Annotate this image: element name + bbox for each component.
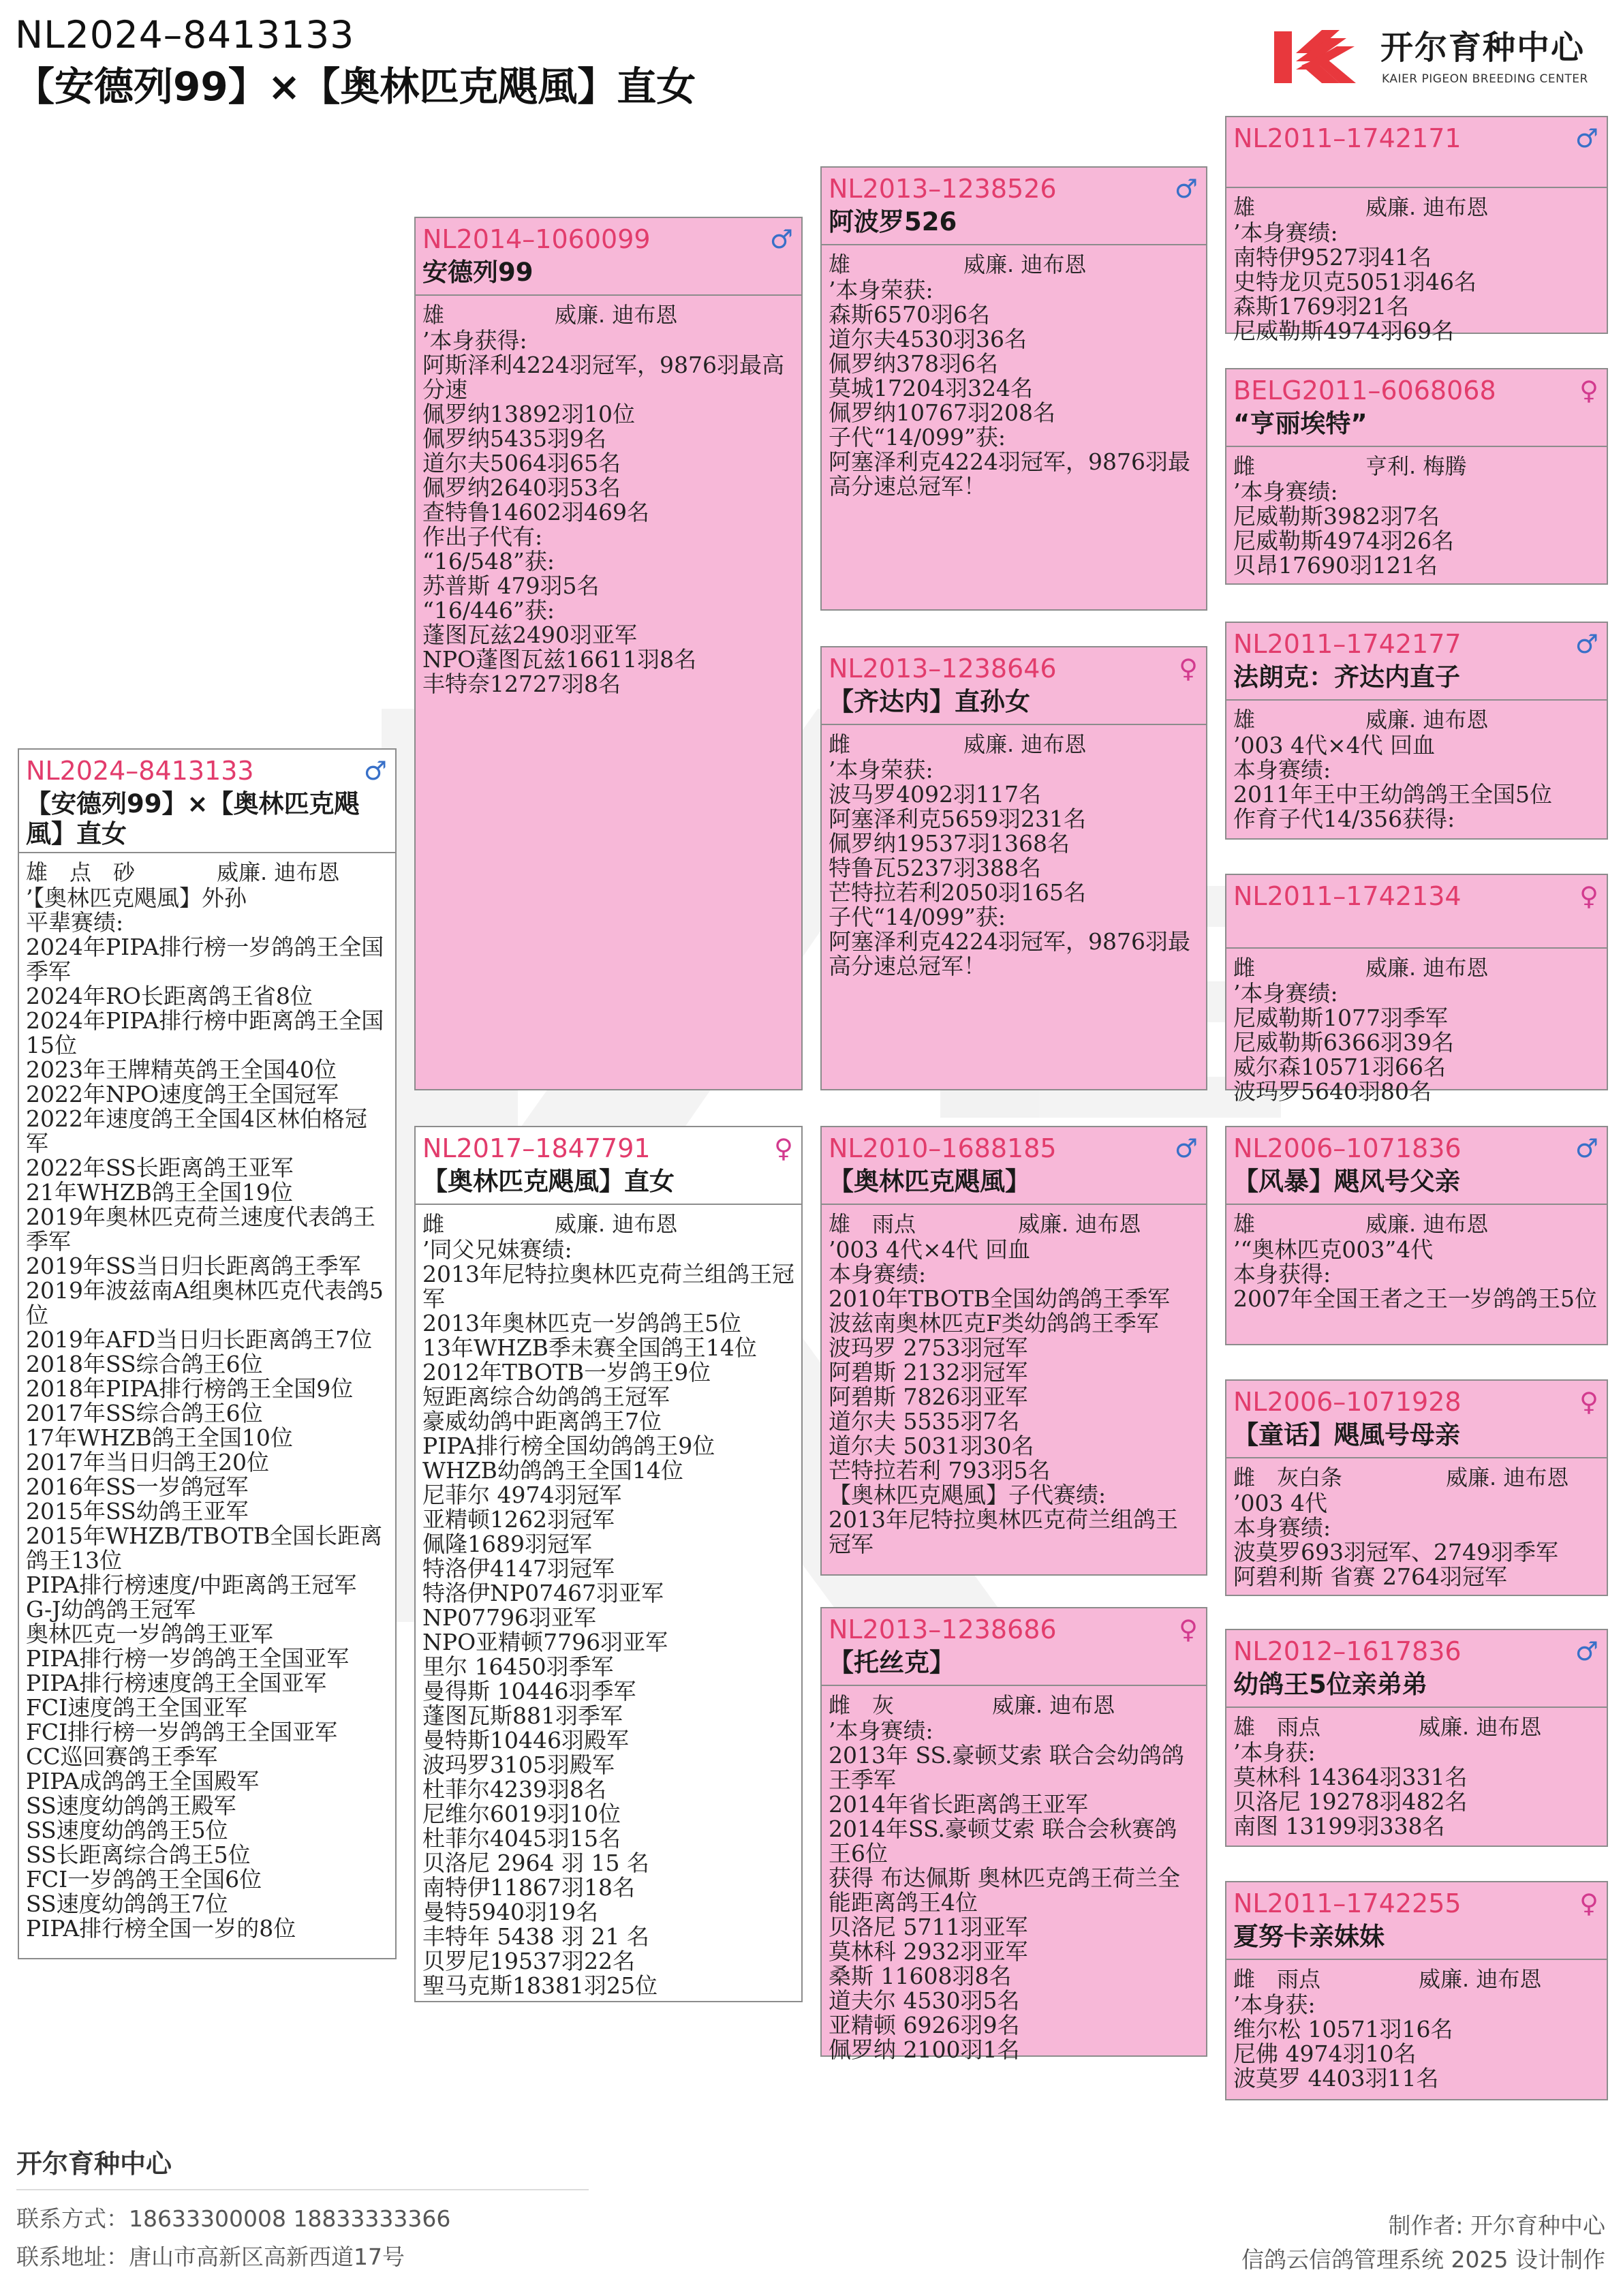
note-line: 桑斯 11608羽8名 — [829, 1963, 1012, 1989]
note-line: NPO蓬图瓦兹16611羽8名 — [422, 646, 697, 673]
note-line: 聖马克斯18381羽25位 — [422, 1972, 658, 1999]
divider — [822, 1204, 1206, 1205]
ring-number: NL2013–1238526 — [829, 174, 1057, 204]
footer-address: 联系地址：唐山市高新区高新西道17号 — [16, 2244, 405, 2270]
race-notes — [422, 1238, 794, 2001]
breeder: 威廉. 迪布恩 — [217, 859, 340, 885]
race-notes — [1233, 733, 1600, 838]
pigeon-info — [1233, 453, 1600, 480]
note-line: 道夫尔 4530羽5名 — [829, 1987, 1020, 2014]
note-line: 苏普斯 479羽5名 — [422, 572, 600, 599]
race-notes — [1233, 980, 1600, 1105]
note-line: 2019年AFD当日归长距离鸽王7位 — [26, 1326, 373, 1353]
pigeon-name: 【童话】飓風号母亲 — [1233, 1420, 1460, 1450]
note-line: 2011年王中王幼鸽鸽王全国5位 — [1233, 781, 1552, 808]
pedigree-card-ss-dam[interactable] — [1225, 368, 1608, 585]
note-line: ’003 4代 — [1233, 1490, 1327, 1516]
breeder: 威廉. 迪布恩 — [1018, 1211, 1141, 1237]
note-line: 贝洛尼 5711羽亚军 — [829, 1914, 1028, 1940]
divider — [822, 724, 1206, 725]
male-icon: ♂ — [1575, 1636, 1598, 1666]
note-line: ’本身荣获: — [829, 277, 933, 303]
sex-color: 雄 — [1233, 707, 1256, 733]
race-notes — [829, 278, 1199, 609]
male-icon: ♂ — [1575, 123, 1598, 153]
sex-color: 雌 灰白条 — [1233, 1465, 1343, 1490]
note-line: 2010年TBOTB全国幼鸽鸽王季军 — [829, 1285, 1171, 1312]
pigeon-info — [1233, 1713, 1600, 1741]
race-notes — [1233, 1993, 1600, 2099]
pigeon-name: 安德列99 — [422, 258, 534, 287]
note-line: NPO亚精顿7796羽亚军 — [422, 1629, 668, 1655]
pedigree-card-subject[interactable] — [18, 748, 397, 1959]
note-line: 阿碧利斯 省赛 2764羽冠军 — [1233, 1563, 1507, 1590]
note-line: 作出子代有: — [422, 523, 543, 550]
note-line: ’【奥林匹克飓風】外孙 — [26, 885, 247, 911]
note-line: 2015年SS幼鸽王亚军 — [26, 1498, 249, 1525]
note-line: ’“奥林匹克003”4代 — [1233, 1236, 1434, 1263]
pigeon-name: 【风暴】飓风号父亲 — [1233, 1167, 1460, 1196]
divider — [1226, 699, 1607, 701]
sex-color: 雌 雨点 — [1233, 1966, 1321, 1992]
note-line: 杜菲尔4239羽8名 — [422, 1776, 606, 1803]
note-line: SS速度幼鸽鸽王5位 — [26, 1817, 228, 1843]
note-line: PIPA成鸽鸽王全国殿军 — [26, 1768, 260, 1794]
brand-k-icon — [1274, 26, 1370, 87]
note-line: ’本身获: — [1233, 1739, 1316, 1766]
note-line: 2013年尼特拉奥林匹克荷兰组鸽王冠军 — [829, 1506, 1178, 1557]
pigeon-name: 【安德列99】×【奥林匹克飓風】直女 — [26, 789, 360, 848]
female-icon: ♀ — [1179, 654, 1198, 684]
pedigree-card-sd-sire[interactable] — [1225, 622, 1608, 840]
note-line: 本身获得: — [1233, 1261, 1331, 1287]
brand-name: 开尔育种中心 — [1380, 29, 1586, 67]
note-line: 阿斯泽利4224羽冠军，9876羽最高分速 — [422, 352, 784, 403]
pigeon-name: 幼鸽王5位亲弟弟 — [1233, 1670, 1427, 1699]
race-notes — [1233, 1741, 1600, 1846]
note-line: 尼佛 4974羽10名 — [1233, 2040, 1417, 2067]
ring-number: NL2011–1742177 — [1233, 629, 1462, 659]
note-line: 尼维尔6019羽10位 — [422, 1801, 621, 1827]
pigeon-info — [829, 1692, 1199, 1719]
note-line: 21年WHZB鸽王全国19位 — [26, 1179, 293, 1206]
note-line: 道尔夫5064羽65名 — [422, 450, 621, 476]
note-line: 尼威勒斯4974羽69名 — [1233, 318, 1454, 344]
ring-number: NL2012–1617836 — [1233, 1636, 1462, 1666]
footer-brand: 开尔育种中心 — [16, 2149, 172, 2179]
note-line: 佩罗纳19537羽1368名 — [829, 830, 1070, 857]
note-line: 17年WHZB鸽王全国10位 — [26, 1424, 293, 1451]
note-line: 作育子代14/356获得: — [1233, 806, 1455, 832]
note-line: ’本身赛绩: — [1233, 980, 1338, 1007]
note-line: 2019年SS当日归长距离鸽王季军 — [26, 1253, 361, 1279]
note-line: 波兹南奥林匹克F类幼鸽鸽王季军 — [829, 1310, 1159, 1336]
divider — [416, 294, 801, 296]
note-line: 2022年SS长距离鸽王亚军 — [26, 1154, 294, 1181]
note-line: 子代“14/099”获: — [829, 904, 1006, 930]
brand-name-en: KAIER PIGEON BREEDING CENTER — [1382, 72, 1588, 86]
note-line: 波玛罗 2753羽冠军 — [829, 1334, 1028, 1361]
race-notes — [1233, 1491, 1600, 1595]
male-icon: ♂ — [1575, 1133, 1598, 1163]
note-line: 森斯6570羽6名 — [829, 301, 990, 328]
note-line: 杜菲尔4045羽15名 — [422, 1825, 621, 1852]
note-line: 蓬图瓦兹2490羽亚军 — [422, 622, 637, 648]
sex-color: 雌 — [1233, 955, 1256, 981]
breeder: 威廉. 迪布恩 — [963, 251, 1087, 277]
sex-color: 雌 灰 — [829, 1692, 895, 1718]
note-line: PIPA排行榜速度鸽王全国亚军 — [26, 1670, 327, 1696]
pigeon-name: 【托丝克】 — [829, 1648, 955, 1677]
pigeon-name: 夏努卡亲妹妹 — [1233, 1922, 1385, 1951]
note-line: 尼威勒斯3982羽7名 — [1233, 503, 1440, 530]
divider — [19, 852, 395, 853]
pedigree-card-sire[interactable] — [414, 217, 803, 1090]
note-line: 2024年PIPA排行榜一岁鸽鸽王全国季军 — [26, 934, 384, 985]
sex-color: 雌 — [829, 731, 851, 757]
note-line: SS长距离综合鸽王5位 — [26, 1841, 251, 1868]
breeder: 威廉. 迪布恩 — [555, 1211, 678, 1237]
divider — [1226, 446, 1607, 447]
note-line: 子代“14/099”获: — [829, 424, 1006, 450]
note-line: 道尔夫 5031羽30名 — [829, 1433, 1034, 1459]
note-line: ’本身荣获: — [829, 756, 933, 783]
race-notes — [422, 328, 794, 1089]
race-notes — [1233, 1238, 1600, 1344]
divider — [1226, 947, 1607, 949]
note-line: 史特龙贝克5051羽46名 — [1233, 269, 1477, 295]
note-line: 【奥林匹克飓風】子代赛绩: — [829, 1482, 1107, 1508]
pedigree-card-sire-sire[interactable] — [820, 166, 1207, 611]
sex-color: 雄 点 砂 — [26, 859, 136, 885]
divider — [822, 1685, 1206, 1686]
divider — [1226, 1959, 1607, 1960]
note-line: 波玛罗3105羽殿军 — [422, 1751, 615, 1778]
divider — [1226, 1204, 1607, 1205]
note-line: 2012年TBOTB一岁鸽王9位 — [422, 1359, 711, 1386]
race-notes — [829, 1238, 1199, 1574]
note-line: 芒特拉若利 793羽5名 — [829, 1457, 1051, 1484]
note-line: 2024年RO长距离鸽王省8位 — [26, 983, 313, 1009]
note-line: PIPA排行榜一岁鸽鸽王全国亚军 — [26, 1645, 350, 1672]
pigeon-info — [422, 1210, 794, 1238]
note-line: 尼威勒斯4974羽26名 — [1233, 527, 1454, 554]
breeder: 威廉. 迪布恩 — [1365, 707, 1489, 733]
note-line: ’同父兄妹赛绩: — [422, 1236, 572, 1263]
note-line: “16/548”获: — [422, 548, 555, 575]
female-icon: ♀ — [1579, 1888, 1598, 1918]
footer-contact: 联系方式：18633300008 18833333366 — [16, 2205, 451, 2232]
note-line: 2023年王牌精英鸽王全国40位 — [26, 1056, 337, 1083]
note-line: ’本身获得: — [422, 327, 527, 354]
pigeon-info — [829, 1210, 1199, 1238]
pedigree-card-dd-sire[interactable] — [1225, 1629, 1608, 1847]
race-notes — [1233, 219, 1600, 344]
note-line: 南特伊9527羽41名 — [1233, 244, 1432, 271]
note-line: 丰特年 5438 羽 21 名 — [422, 1923, 649, 1950]
note-line: 莫林科 2932羽亚军 — [829, 1938, 1028, 1965]
note-line: 特洛伊4147羽冠军 — [422, 1555, 615, 1582]
ring-number: NL2013–1238646 — [829, 654, 1057, 684]
pedigree-card-dam-dam[interactable] — [820, 1607, 1207, 2063]
note-line: 芒特拉若利2050羽165名 — [829, 879, 1086, 906]
note-line: ’003 4代×4代 回血 — [829, 1236, 1031, 1263]
breeder: 威廉. 迪布恩 — [1419, 1714, 1542, 1740]
note-line: ’本身赛绩: — [829, 1717, 933, 1744]
note-line: 曼特5940羽19名 — [422, 1899, 598, 1925]
note-line: 波马罗4092羽117名 — [829, 781, 1041, 808]
note-line: 2018年PIPA排行榜鸽王全国9位 — [26, 1375, 354, 1402]
ring-number: NL2011–1742255 — [1233, 1888, 1462, 1918]
sex-color: 雄 — [1233, 194, 1256, 220]
sex-color: 雌 — [1233, 453, 1256, 479]
breeder: 威廉. 迪布恩 — [1365, 194, 1489, 220]
male-icon: ♂ — [1174, 174, 1198, 204]
ring-number: NL2011–1742171 — [1233, 123, 1462, 153]
note-line: 阿塞泽利克4224羽冠军，9876羽最高分速总冠军！ — [829, 448, 1190, 500]
pigeon-info — [422, 301, 794, 328]
ring-number: NL2011–1742134 — [1233, 881, 1462, 911]
race-notes — [26, 886, 388, 1958]
page-ring-number: NL2024–8413133 — [15, 13, 355, 57]
female-icon: ♀ — [1579, 1387, 1598, 1417]
race-notes — [829, 1717, 1199, 2063]
note-line: 佩罗纳 2100羽1名 — [829, 2036, 1020, 2063]
note-line: 阿塞泽利克4224羽冠军，9876羽最高分速总冠军！ — [829, 928, 1190, 979]
note-line: 贝昂17690羽121名 — [1233, 552, 1438, 579]
breeder: 威廉. 迪布恩 — [963, 731, 1087, 757]
note-line: 2022年NPO速度鸽王全国冠军 — [26, 1081, 339, 1107]
female-icon: ♀ — [774, 1133, 793, 1163]
pigeon-name: 【奥林匹克飓風】 — [829, 1167, 1030, 1196]
note-line: 贝罗尼19537羽22名 — [422, 1948, 635, 1974]
pigeon-name: “亨丽埃特” — [1233, 409, 1367, 438]
note-line: 2013年尼特拉奥林匹克荷兰组鸽王冠军 — [422, 1261, 794, 1312]
pigeon-name: 【奥林匹克飓風】直女 — [422, 1167, 675, 1196]
note-line: 南特伊11867羽18名 — [422, 1874, 635, 1901]
note-line: 短距离综合幼鸽鸽王冠军 — [422, 1383, 670, 1410]
pedigree-card-sd-dam[interactable] — [1225, 874, 1608, 1105]
male-icon: ♂ — [769, 224, 793, 254]
note-line: 波玛罗5640羽80名 — [1233, 1078, 1432, 1105]
note-line: 莫林科 14364羽331名 — [1233, 1764, 1468, 1790]
note-line: 佩罗纳378羽6名 — [829, 350, 998, 377]
note-line: 亚精顿1262羽冠军 — [422, 1506, 615, 1533]
note-line: 获得 布达佩斯 奥林匹克鸽王荷兰全能距离鸽王4位 — [829, 1865, 1180, 1916]
note-line: 平辈赛绩: — [26, 909, 124, 936]
note-line: 佩隆1689羽冠军 — [422, 1531, 592, 1557]
breeder: 威廉. 迪布恩 — [1365, 955, 1489, 981]
note-line: 尼威勒斯1077羽季军 — [1233, 1005, 1448, 1031]
female-icon: ♀ — [1179, 1614, 1198, 1644]
note-line: 特洛伊NP07467羽亚军 — [422, 1580, 664, 1606]
footer-divider — [16, 2189, 589, 2190]
male-icon: ♂ — [363, 756, 387, 786]
note-line: PIPA排行榜速度/中距离鸽王冠军 — [26, 1572, 357, 1598]
ring-number: NL2017–1847791 — [422, 1133, 651, 1163]
note-line: 佩罗纳2640羽53名 — [422, 474, 621, 501]
divider — [1226, 187, 1607, 188]
note-line: G-J幼鸽鸽王冠军 — [26, 1596, 196, 1623]
note-line: 尼威勒斯6366羽39名 — [1233, 1029, 1454, 1056]
sex-color: 雄 — [422, 302, 445, 328]
breeder: 威廉. 迪布恩 — [1446, 1465, 1569, 1490]
female-icon: ♀ — [1579, 881, 1598, 911]
note-line: 2017年SS综合鸽王6位 — [26, 1400, 263, 1426]
brand-logo — [1267, 23, 1608, 91]
divider — [416, 1204, 801, 1205]
ring-number: BELG2011–6068068 — [1233, 376, 1496, 405]
pigeon-info — [829, 731, 1199, 758]
male-icon: ♂ — [1575, 629, 1598, 659]
note-line: 2022年速度鸽王全国4区林伯格冠军 — [26, 1105, 367, 1157]
note-line: 2017年当日归鸽王20位 — [26, 1449, 269, 1475]
note-line: 2019年波兹南A组奥林匹克代表鸽5位 — [26, 1277, 384, 1328]
race-notes — [829, 758, 1199, 1089]
note-line: 2019年奥林匹克荷兰速度代表鸽王季军 — [26, 1204, 375, 1255]
breeder: 威廉. 迪布恩 — [555, 302, 678, 328]
note-line: 查特鲁14602羽469名 — [422, 499, 649, 525]
pigeon-info — [1233, 1210, 1600, 1238]
pigeon-name: 阿波罗526 — [829, 207, 957, 236]
pigeon-info — [1233, 1965, 1600, 1993]
note-line: 佩罗纳13892羽10位 — [422, 401, 635, 427]
note-line: 2018年SS综合鸽王6位 — [26, 1351, 263, 1377]
note-line: SS速度幼鸽鸽王7位 — [26, 1891, 228, 1917]
ring-number: NL2024–8413133 — [26, 756, 254, 786]
pigeon-info — [26, 859, 388, 886]
page-title: 【安德列99】×【奥林匹克飓風】直女 — [15, 63, 696, 110]
ring-number: NL2006–1071836 — [1233, 1133, 1462, 1163]
note-line: 南图 13199羽338名 — [1233, 1813, 1445, 1839]
note-line: 里尔 16450羽季军 — [422, 1653, 614, 1680]
note-line: FCI排行榜一岁鸽鸽王全国亚军 — [26, 1719, 338, 1745]
note-line: 奥林匹克一岁鸽鸽王亚军 — [26, 1621, 273, 1647]
note-line: 2014年SS.豪顿艾索 联合会秋赛鸽王6位 — [829, 1816, 1177, 1867]
pigeon-info — [1233, 706, 1600, 733]
female-icon: ♀ — [1579, 376, 1598, 405]
pigeon-info — [1233, 954, 1600, 981]
note-line: 本身赛绩: — [829, 1261, 927, 1287]
sex-color: 雌 — [422, 1211, 445, 1237]
pedigree-card-dam-sire[interactable] — [820, 1126, 1207, 1576]
note-line: 2007年全国王者之王一岁鸽鸽王5位 — [1233, 1285, 1597, 1312]
note-line: FCI速度鸽王全国亚军 — [26, 1694, 248, 1721]
note-line: PIPA排行榜全国幼鸽鸽王9位 — [422, 1433, 715, 1459]
breeder: 威廉. 迪布恩 — [1365, 1211, 1489, 1237]
note-line: 豪威幼鸽中距离鸽王7位 — [422, 1408, 662, 1435]
pedigree-card-ds-sire[interactable] — [1225, 1126, 1608, 1345]
note-line: 2016年SS一岁鸽冠军 — [26, 1473, 249, 1500]
note-line: 2024年PIPA排行榜中距离鸽王全国15位 — [26, 1007, 384, 1058]
pedigree-card-sire-dam[interactable] — [820, 646, 1207, 1090]
note-line: 曼特斯10446羽殿军 — [422, 1727, 629, 1754]
note-line: ’003 4代×4代 回血 — [1233, 732, 1436, 759]
note-line: 13年WHZB季未赛全国鸽王14位 — [422, 1334, 757, 1361]
note-line: 道尔夫4530羽36名 — [829, 326, 1027, 352]
note-line: 2013年 SS.豪顿艾索 联合会幼鸽鸽王季军 — [829, 1742, 1184, 1793]
pedigree-card-dd-dam[interactable] — [1225, 1881, 1608, 2100]
note-line: 佩罗纳10767羽208名 — [829, 399, 1055, 426]
race-notes — [1233, 480, 1600, 583]
note-line: 本身赛绩: — [1233, 756, 1331, 783]
note-line: 特鲁瓦5237羽388名 — [829, 855, 1041, 881]
pigeon-info — [1233, 1464, 1600, 1491]
note-line: 尼菲尔 4974羽冠军 — [422, 1482, 622, 1508]
note-line: 本身赛绩: — [1233, 1514, 1331, 1541]
ring-number: NL2014–1060099 — [422, 224, 651, 254]
ring-number: NL2013–1238686 — [829, 1614, 1057, 1644]
note-line: 2013年奥林匹克一岁鸽鸽王5位 — [422, 1310, 741, 1336]
sex-color: 雄 雨点 — [1233, 1714, 1321, 1740]
sex-color: 雄 雨点 — [829, 1211, 916, 1237]
note-line: 阿塞泽利克5659羽231名 — [829, 806, 1086, 832]
ring-number: NL2006–1071928 — [1233, 1387, 1462, 1417]
sex-color: 雄 — [829, 251, 851, 277]
breeder: 亨利. 梅腾 — [1365, 453, 1467, 479]
note-line: 莫城17204羽324名 — [829, 375, 1033, 401]
note-line: 维尔松 10571羽16名 — [1233, 2016, 1453, 2042]
note-line: 森斯1769羽21名 — [1233, 293, 1409, 320]
note-line: 佩罗纳5435羽9名 — [422, 425, 606, 452]
divider — [822, 244, 1206, 245]
note-line: 亚精顿 6926羽9名 — [829, 2012, 1020, 2038]
pedigree-card-dam[interactable] — [414, 1126, 803, 2002]
note-line: “16/446”获: — [422, 597, 555, 624]
note-line: 道尔夫 5535羽7名 — [829, 1408, 1020, 1435]
note-line: ’本身赛绩: — [1233, 478, 1338, 505]
note-line: 2015年WHZB/TBOTB全国长距离鸽王13位 — [26, 1522, 383, 1574]
pigeon-name: 法朗克：齐达内直子 — [1233, 662, 1460, 692]
pedigree-card-ss-sire[interactable] — [1225, 116, 1608, 344]
pigeon-info — [1233, 194, 1600, 221]
note-line: 波莫罗 4403羽11名 — [1233, 2065, 1439, 2092]
note-line: ’本身赛绩: — [1233, 219, 1338, 246]
note-line: 阿碧斯 2132羽冠军 — [829, 1359, 1028, 1386]
footer-maker: 制作者: 开尔育种中心 — [1388, 2212, 1605, 2239]
divider — [1226, 1706, 1607, 1708]
pigeon-name: 【齐达内】直孙女 — [829, 687, 1030, 716]
note-line: ’本身获: — [1233, 1991, 1316, 2018]
divider — [1226, 1457, 1607, 1458]
footer-system: 信鸽云信鸽管理系统 2025 设计制作 — [1241, 2246, 1605, 2273]
note-line: PIPA排行榜全国一岁的8位 — [26, 1915, 296, 1942]
note-line: 蓬图瓦斯881羽季军 — [422, 1702, 623, 1729]
breeder: 威廉. 迪布恩 — [1419, 1966, 1542, 1992]
ring-number: NL2010–1688185 — [829, 1133, 1057, 1163]
note-line: 贝洛尼 2964 羽 15 名 — [422, 1850, 649, 1876]
note-line: CC巡回赛鸽王季军 — [26, 1743, 218, 1770]
note-line: NP07796羽亚军 — [422, 1604, 597, 1631]
note-line: 曼得斯 10446羽季军 — [422, 1678, 636, 1704]
note-line: 贝洛尼 19278羽482名 — [1233, 1788, 1468, 1815]
note-line: FCI一岁鸽鸽王全国6位 — [26, 1866, 262, 1893]
breeder: 威廉. 迪布恩 — [992, 1692, 1115, 1718]
note-line: 阿碧斯 7826羽亚军 — [829, 1383, 1028, 1410]
note-line: 波莫罗693羽冠军、2749羽季军 — [1233, 1539, 1558, 1565]
note-line: 丰特奈12727羽8名 — [422, 671, 621, 697]
pigeon-info — [829, 251, 1199, 278]
note-line: 威尔森10571羽66名 — [1233, 1054, 1446, 1080]
pedigree-card-ds-dam[interactable] — [1225, 1379, 1608, 1596]
male-icon: ♂ — [1174, 1133, 1198, 1163]
note-line: 2014年省长距离鸽王亚军 — [829, 1791, 1088, 1818]
note-line: WHZB幼鸽鸽王全国14位 — [422, 1457, 683, 1484]
note-line: SS速度幼鸽鸽王殿军 — [26, 1792, 236, 1819]
sex-color: 雄 — [1233, 1211, 1256, 1237]
